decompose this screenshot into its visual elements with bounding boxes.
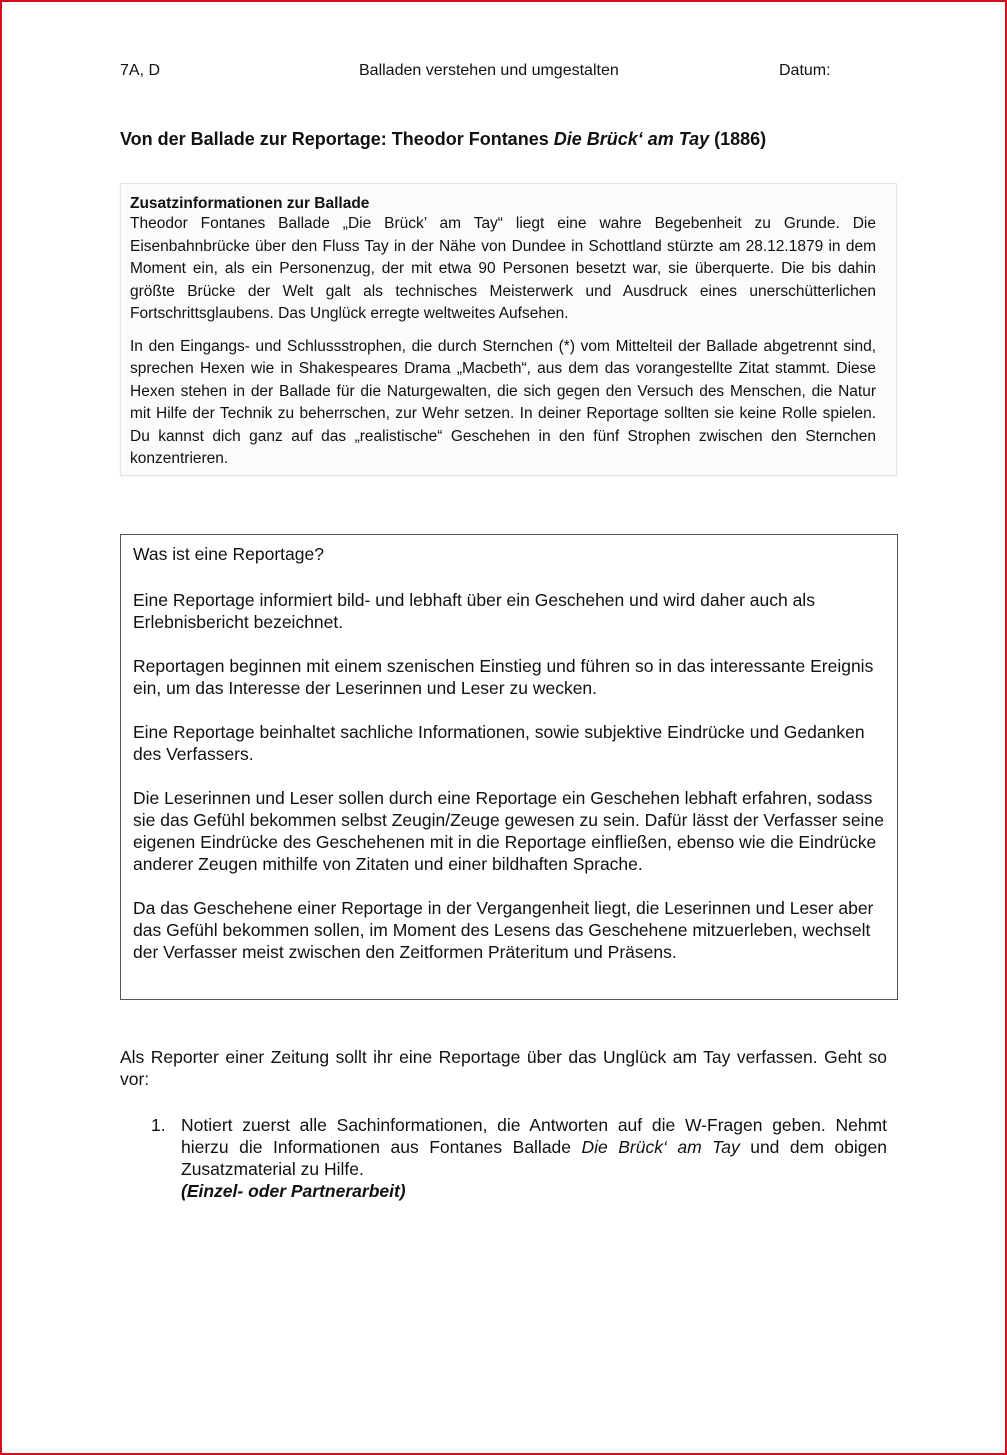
task-number: 1.	[151, 1115, 166, 1135]
title-year: (1886)	[709, 129, 767, 149]
reportage-definition-box	[120, 534, 898, 1000]
class-label: 7A, D	[120, 62, 161, 79]
date-label: Datum:	[779, 62, 831, 79]
page-title	[120, 129, 900, 150]
reportage-box-heading: Was ist eine Reportage?	[133, 544, 324, 564]
title-work: Die Brück‘ am Tay	[553, 129, 710, 149]
info-paragraph-1: Theodor Fontanes Ballade „Die Brück’ am Tay“ liegt eine wahre Begebenheit zu Grunde. Die Eisenbahnbrücke über den Fluss Tay in der Nähe von Dundee in Schottland stürzte am 28.12.1879 in dem Moment ein, als ein Personenzug, der mit etwa 90 Personen besetzt war, sie überquerte. Die bis dahin größte Brücke der Welt galt als technisches Meisterwerk und Ausdruck eines unerschütterlichen Fortschrittsglaubens. Das Unglück erregte weltweites Aufsehen.	[130, 215, 876, 322]
page-header	[120, 62, 897, 82]
reportage-paragraph-3: Eine Reportage beinhaltet sachliche Informationen, sowie subjektive Eindrücke und Gedanken des Verfassers.	[133, 722, 865, 764]
task-item-1	[120, 1114, 887, 1202]
additional-info-box	[120, 183, 897, 476]
task-mode: (Einzel- oder Partnerarbeit)	[181, 1181, 406, 1201]
task-text-before: Notiert zuerst alle Sachinformationen, die Antworten auf die W-Fragen geben. Nehmt hierzu die Informationen aus Fontanes Ballade	[181, 1115, 887, 1157]
info-box-heading: Zusatzinformationen zur Ballade	[130, 195, 370, 212]
info-paragraph-2: In den Eingangs- und Schlussstrophen, die durch Sternchen (*) vom Mittelteil der Ballade abgetrennt sind, sprechen Hexen wie in Shakespeares Drama „Macbeth“, aus dem das vorangestellte Zitat stammt. Diese Hexen stehen in der Ballade für die Naturgewalten, die sich gegen den Versuch des Menschen, die Natur mit Hilfe der Technik zu beherrschen, zur Wehr setzen. In deiner Reportage sollten sie keine Rolle spielen. Du kannst dich ganz auf das „realistische“ Geschehen in den fünf Strophen zwischen den Sternchen konzentrieren.	[130, 337, 876, 467]
reportage-paragraph-4: Die Leserinnen und Leser sollen durch eine Reportage ein Geschehen lebhaft erfahren, sodass sie das Gefühl bekommen selbst Zeugin/Zeuge gewesen zu sein. Dafür lässt der Verfasser seine eigenen Eindrücke des Geschehenen mit in die Reportage einfließen, ebenso wie die Eindrücke anderer Zeugen mithilfe von Zitaten und einer bildhaften Sprache.	[133, 788, 884, 874]
title-prefix: Von der Ballade zur Reportage: Theodor Fontanes	[120, 129, 554, 149]
task-work-title: Die Brück‘ am Tay	[581, 1137, 740, 1157]
reportage-paragraph-1: Eine Reportage informiert bild- und lebhaft über ein Geschehen und wird daher auch als Erlebnisbericht bezeichnet.	[133, 590, 815, 632]
task-list	[120, 1114, 887, 1202]
reportage-paragraph-2: Reportagen beginnen mit einem szenischen Einstieg und führen so in das interessante Ereignis ein, um das Interesse der Leserinnen und Leser zu wecken.	[133, 656, 874, 698]
task-text-after: und dem obigen Zusatzmaterial zu Hilfe.	[181, 1137, 887, 1179]
subject-label: Balladen verstehen und umgestalten	[359, 62, 619, 79]
task-instruction: Als Reporter einer Zeitung sollt ihr eine Reportage über das Unglück am Tay verfassen. Geht so vor:	[120, 1047, 887, 1089]
reportage-paragraph-5: Da das Geschehene einer Reportage in der Vergangenheit liegt, die Leserinnen und Leser aber das Gefühl bekommen sollen, im Moment des Lesens das Geschehene mitzuerleben, wechselt der Verfasser meist zwischen den Zeitformen Präteritum und Präsens.	[133, 898, 874, 962]
